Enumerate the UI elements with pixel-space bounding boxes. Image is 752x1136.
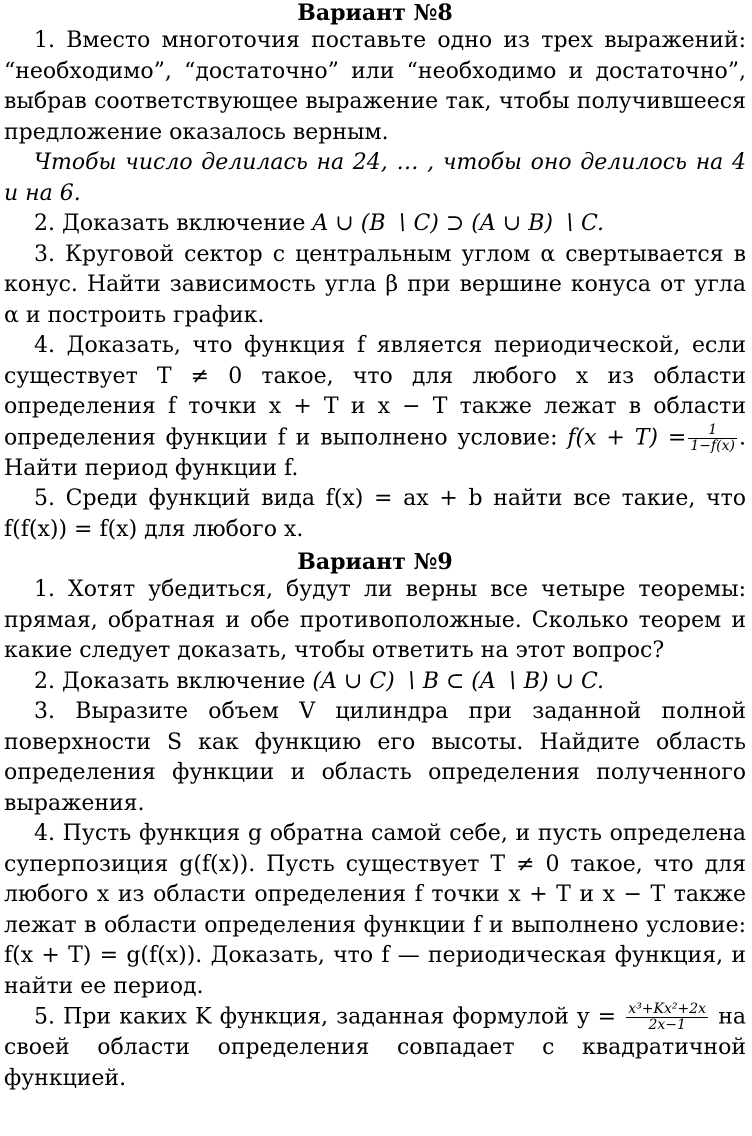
v9-problem-2-formula: (A ∪ C) ∖ B ⊂ (A ∖ B) ∪ C.: [312, 668, 604, 694]
v9-fraction-numerator: x³+Kx²+2x: [628, 1001, 707, 1017]
v9-problem-5: [4, 1002, 746, 1094]
v8-problem-3: 3. Круговой сектор с центральным углом α свертывается в конус. Найти зависимость угла β при вершине конуса от угла α и построить график.: [4, 241, 746, 328]
v9-problem-5-fraction: [626, 1002, 708, 1033]
v8-fraction-numerator: 1: [688, 423, 737, 439]
variant-8-section: [4, 0, 746, 545]
v8-problem-4-text-b: . Найти период функции f.: [4, 425, 746, 481]
v9-problem-2-text: 2. Доказать включение: [34, 668, 306, 694]
v8-fraction-denominator: 1−f(x): [690, 437, 735, 454]
variant-9-section: [4, 549, 746, 1094]
v8-problem-4: [4, 331, 746, 484]
v8-problem-1: 1. Вместо многоточия поставьте одно из трех выражений: “необходимо”, “достаточно” или “необходимо и достаточно”, выбрав соответствующее выражение так, чтобы получившееся предложение оказалось верным.: [4, 28, 746, 145]
v8-problem-2-formula: A ∪ (B ∖ C) ⊃ (A ∪ B) ∖ C.: [312, 211, 604, 236]
v8-problem-2: [4, 209, 746, 240]
v8-problem-1-quote: Чтобы число делилась на 24, … , чтобы оно делилось на 4 и на 6.: [4, 150, 746, 206]
v8-problem-2-text: 2. Доказать включение: [34, 211, 306, 236]
v9-problem-5-text-a: 5. При каких K функция, заданная формулой y =: [34, 1004, 617, 1030]
v8-problem-4-fraction: [688, 423, 737, 454]
v9-problem-1: 1. Хотят убедиться, будут ли верны все четыре теоремы: прямая, обратная и обе противоположные. Сколько теорем и какие следует доказать, чтобы ответить на этот вопрос?: [4, 577, 746, 663]
variant-9-title: Вариант №9: [297, 549, 453, 575]
variant-8-title: Вариант №8: [297, 0, 453, 26]
v9-problem-2: [4, 667, 746, 698]
v9-problem-5-text-b: на своей области определения совпадает с квадратичной функцией.: [4, 1004, 746, 1091]
v9-problem-4: 4. Пусть функция g обратна самой себе, и пусть определена суперпозиция g(f(x)). Пусть существует T ≠ 0 такое, что для любого x из области определения f точки x + T и x − T также лежат в области определения функции f и выполнено условие: f(x + T) = g(f(x)). Доказать, что f — периодическая функция, и найти ее период.: [4, 821, 746, 999]
v9-problem-3: 3. Выразите объем V цилиндра при заданной полной поверхности S как функцию его высоты. Найдите область определения функции и область определения полученного выражения.: [4, 699, 746, 816]
v8-problem-4-formula-lhs: f(x + T) =: [567, 425, 687, 450]
v9-fraction-denominator: 2x−1: [648, 1017, 686, 1033]
v8-problem-4-text-a: 4. Доказать, что функция f является периодической, если существует T ≠ 0 такое, что для любого x из области определения f точки x + T и x − T также лежат в области определения функции f и выполнено условие:: [4, 333, 746, 450]
v8-problem-5: 5. Среди функций вида f(x) = ax + b найти все такие, что f(f(x)) = f(x) для любого x.: [4, 486, 746, 542]
